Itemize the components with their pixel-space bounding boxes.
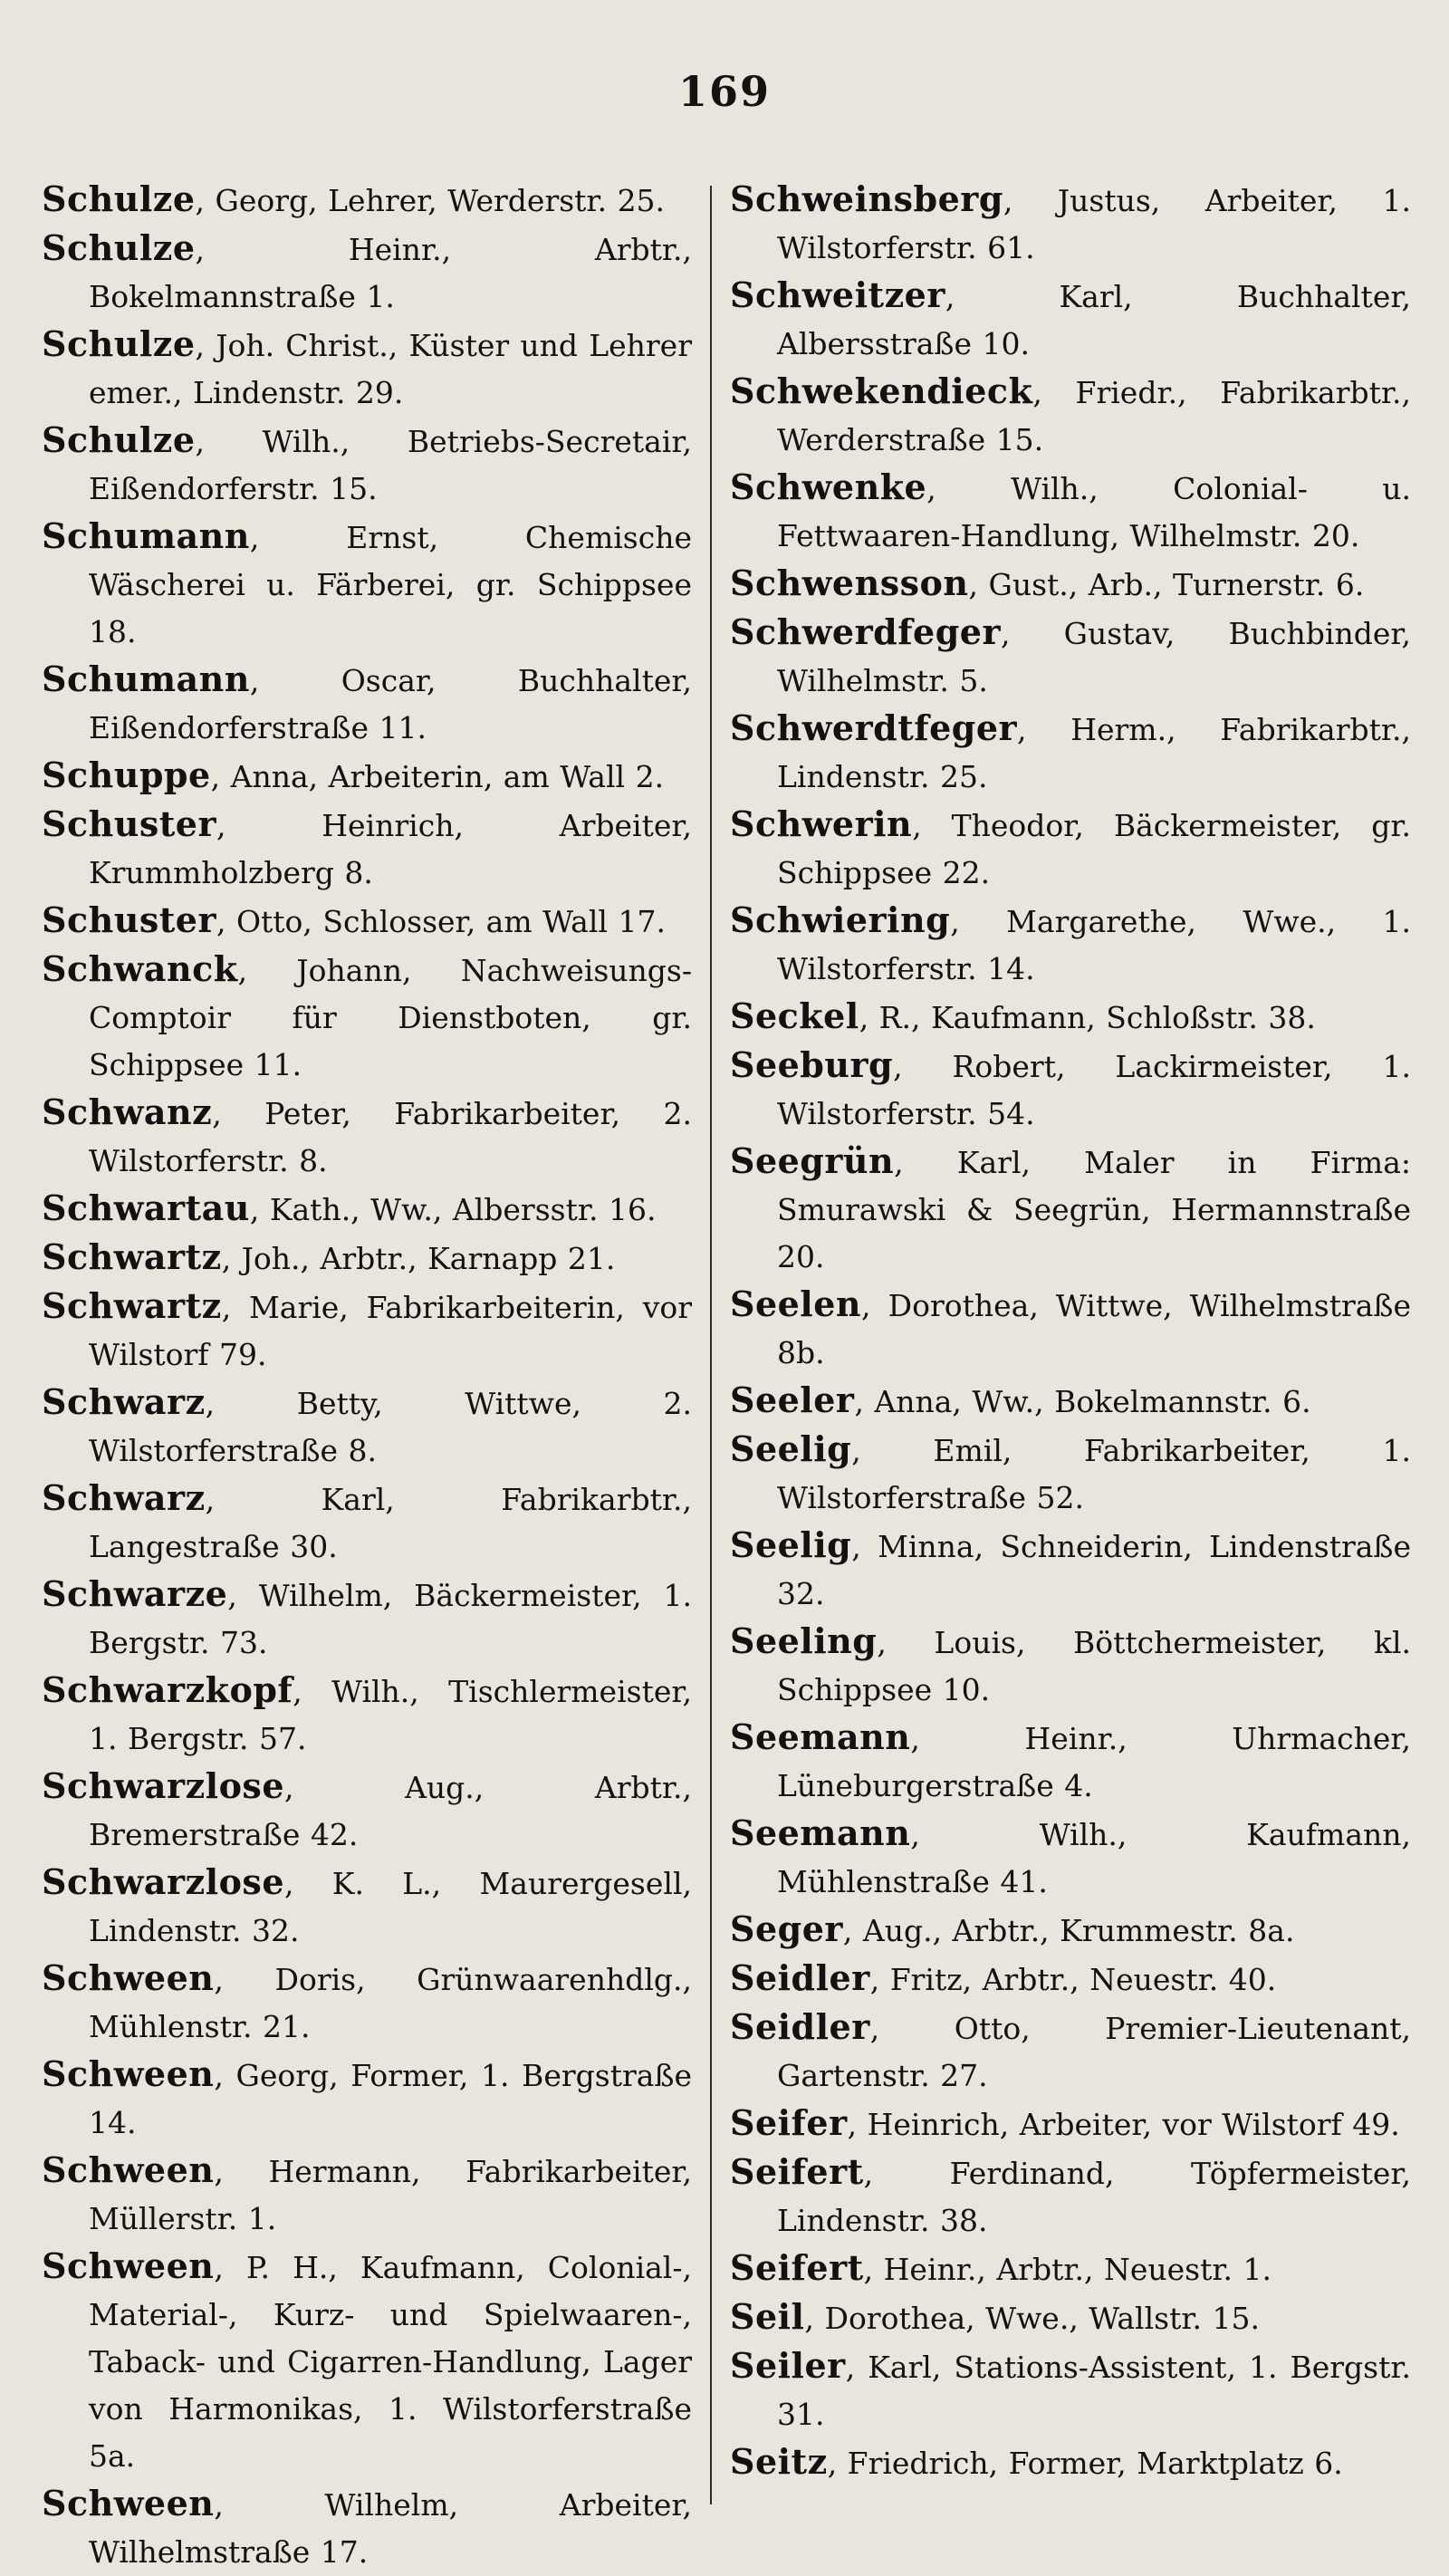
- entry-details: , Georg, Lehrer, Werderstr. 25.: [195, 183, 666, 218]
- entry-surname: Schwarz: [42, 1477, 206, 1518]
- column-divider: [710, 186, 712, 2504]
- entry-surname: Seitz: [730, 2441, 828, 2482]
- entry-surname: Seegrün: [730, 1140, 895, 1181]
- directory-entry: [730, 609, 1411, 705]
- directory-entry: [730, 1810, 1411, 1906]
- directory-entry: [730, 1714, 1411, 1810]
- entry-details: , Ernst, Chemische Wäscherei u. Färberei, gr. Schippsee 18.: [89, 520, 692, 649]
- directory-entry: [730, 1522, 1411, 1618]
- entry-surname: Schwerdtfeger: [730, 707, 1018, 748]
- directory-entry: [730, 464, 1411, 560]
- entry-surname: Schwarzlose: [42, 1861, 284, 1902]
- entry-details: , Heinrich, Arbeiter, vor Wilstorf 49.: [847, 2107, 1400, 2142]
- entry-surname: Schweitzer: [730, 274, 945, 315]
- entry-surname: Schween: [42, 2149, 215, 2190]
- entry-surname: Schwiering: [730, 899, 951, 940]
- entry-details: , Doris, Grünwaarenhdlg., Mühlenstr. 21.: [89, 1962, 692, 2044]
- entry-details: , Wilh., Colonial- u. Fettwaaren-Handlung, Wilhelmstr. 20.: [777, 471, 1411, 553]
- entry-details: , Joh. Christ., Küster und Lehrer emer., Lindenstr. 29.: [89, 328, 692, 410]
- entry-surname: Schween: [42, 2245, 215, 2286]
- entry-details: , Joh., Arbtr., Karnapp 21.: [221, 1241, 616, 1276]
- entry-surname: Schwerdfeger: [730, 611, 1001, 652]
- entry-details: , Robert, Lackirmeister, 1. Wilstorferstr. 54.: [777, 1049, 1411, 1131]
- directory-entry: [730, 2438, 1411, 2487]
- entry-surname: Schween: [42, 1957, 215, 1998]
- directory-entry: [730, 1426, 1411, 1522]
- entry-surname: Schwensson: [730, 562, 969, 603]
- entry-surname: Schween: [42, 2053, 215, 2094]
- entry-details: , Marie, Fabrikarbeiterin, vor Wilstorf 79.: [89, 1290, 692, 1372]
- entry-details: , Oscar, Buchhalter, Eißendorferstraße 11.: [89, 663, 692, 745]
- entry-surname: Seidler: [730, 1957, 870, 1998]
- directory-entry: [42, 1234, 692, 1283]
- directory-entry: [42, 1763, 692, 1859]
- entry-details: , Fritz, Arbtr., Neuestr. 40.: [869, 1962, 1277, 1997]
- directory-entry: [42, 752, 692, 801]
- entry-details: , Otto, Schlosser, am Wall 17.: [216, 904, 666, 939]
- directory-entry: [730, 1618, 1411, 1714]
- entry-surname: Schweinsberg: [730, 178, 1003, 219]
- entry-details: , Louis, Böttchermeister, kl. Schippsee 10.: [777, 1625, 1411, 1707]
- entry-details: , Kath., Ww., Albersstr. 16.: [249, 1192, 657, 1227]
- entry-surname: Seeburg: [730, 1044, 894, 1085]
- entry-surname: Seifer: [730, 2102, 848, 2143]
- entry-details: , R., Kaufmann, Schloßstr. 38.: [859, 1000, 1316, 1035]
- directory-entry: [42, 2480, 692, 2576]
- entry-details: , Emil, Fabrikarbeiter, 1. Wilstorferstraße 52.: [777, 1433, 1411, 1515]
- directory-entry: [42, 801, 692, 897]
- directory-entry: [730, 1906, 1411, 1955]
- entry-surname: Schwekendieck: [730, 370, 1033, 411]
- entry-details: , Anna, Arbeiterin, am Wall 2.: [210, 759, 665, 794]
- entry-surname: Schwartz: [42, 1236, 222, 1277]
- entry-details: , Heinrich, Arbeiter, Krummholzberg 8.: [89, 808, 692, 890]
- entry-details: , Ferdinand, Töpfermeister, Lindenstr. 38.: [777, 2156, 1411, 2238]
- directory-entry: [42, 2147, 692, 2243]
- entry-details: , Anna, Ww., Bokelmannstr. 6.: [854, 1384, 1311, 1419]
- entry-surname: Schwarze: [42, 1573, 228, 1614]
- entry-details: , Wilh., Kaufmann, Mühlenstraße 41.: [777, 1817, 1411, 1899]
- entry-surname: Schwanz: [42, 1091, 213, 1132]
- directory-entry: [42, 1283, 692, 1379]
- entry-surname: Schwanck: [42, 948, 238, 989]
- directory-entry: [730, 176, 1411, 272]
- entry-surname: Seeler: [730, 1379, 855, 1420]
- entry-surname: Schwarzkopf: [42, 1669, 293, 1710]
- entry-details: , Otto, Premier-Lieutenant, Gartenstr. 27.: [777, 2011, 1411, 2093]
- directory-entry: [730, 2148, 1411, 2244]
- directory-entry: [730, 2004, 1411, 2100]
- entry-details: , Friedrich, Former, Marktplatz 6.: [827, 2446, 1343, 2481]
- entry-details: , Karl, Buchhalter, Albersstraße 10.: [777, 279, 1411, 361]
- entry-details: , Heinr., Arbtr., Neuestr. 1.: [863, 2252, 1271, 2287]
- directory-entry: [730, 368, 1411, 464]
- directory-entry: [42, 1185, 692, 1234]
- entry-details: , Herm., Fabrikarbtr., Lindenstr. 25.: [777, 712, 1411, 794]
- directory-entry: [42, 1955, 692, 2051]
- entry-surname: Schuppe: [42, 755, 211, 795]
- entry-details: , Wilh., Tischlermeister, 1. Bergstr. 57.: [89, 1674, 692, 1756]
- directory-entry: [730, 1955, 1411, 2004]
- entry-surname: Schwartau: [42, 1187, 250, 1228]
- entry-surname: Seemann: [730, 1812, 911, 1853]
- directory-entry: [730, 1138, 1411, 1281]
- entry-details: , Wilh., Betriebs-Secretair, Eißendorferstr. 15.: [89, 424, 692, 506]
- entry-details: , Georg, Former, 1. Bergstraße 14.: [89, 2058, 692, 2140]
- entry-surname: Seelen: [730, 1283, 862, 1324]
- entry-details: , Hermann, Fabrikarbeiter, Müllerstr. 1.: [89, 2154, 692, 2236]
- entry-surname: Schulze: [42, 227, 196, 268]
- directory-entry: [730, 897, 1411, 993]
- directory-entry: [730, 2293, 1411, 2342]
- entry-details: , Aug., Arbtr., Krummestr. 8a.: [842, 1913, 1295, 1948]
- directory-entry: [42, 417, 692, 513]
- directory-entry: [730, 1281, 1411, 1377]
- entry-details: , Dorothea, Wwe., Wallstr. 15.: [804, 2301, 1260, 2336]
- entry-details: , P. H., Kaufmann, Colonial-, Material-, Kurz- und Spielwaaren-, Taback- und Cigarren-Handlung, Lager von Harmonikas, 1. Wilstorferstraße 5a.: [89, 2250, 692, 2474]
- directory-entry: [42, 225, 692, 321]
- entry-surname: Seifert: [730, 2151, 864, 2192]
- directory-entry: [730, 801, 1411, 897]
- entry-details: , Karl, Stations-Assistent, 1. Bergstr. 31.: [777, 2350, 1411, 2432]
- directory-entry: [730, 1377, 1411, 1426]
- entry-surname: Schuster: [42, 803, 216, 844]
- entry-details: , Wilhelm, Arbeiter, Wilhelmstraße 17.: [89, 2487, 692, 2570]
- entry-surname: Schwartz: [42, 1285, 222, 1326]
- directory-entry: [42, 946, 692, 1089]
- entry-surname: Schwenke: [730, 466, 927, 507]
- directory-entry: [730, 2342, 1411, 2438]
- entry-details: , Heinr., Uhrmacher, Lüneburgerstraße 4.: [777, 1721, 1411, 1803]
- directory-entry: [730, 560, 1411, 609]
- entry-surname: Seelig: [730, 1428, 852, 1469]
- entry-details: , Minna, Schneiderin, Lindenstraße 32.: [777, 1529, 1411, 1611]
- directory-entry: [730, 705, 1411, 801]
- directory-entry: [42, 2051, 692, 2147]
- entry-details: , Friedr., Fabrikarbtr., Werderstraße 15.: [777, 375, 1411, 457]
- entry-surname: Seeling: [730, 1620, 878, 1661]
- directory-entry: [42, 176, 692, 225]
- entry-surname: Seemann: [730, 1716, 911, 1757]
- directory-entry: [42, 1379, 692, 1475]
- entry-surname: Schuster: [42, 899, 216, 940]
- directory-entry: [730, 2100, 1411, 2148]
- entry-details: , Dorothea, Wittwe, Wilhelmstraße 8b.: [777, 1288, 1411, 1370]
- directory-entry: [730, 1042, 1411, 1138]
- directory-entry: [42, 1667, 692, 1763]
- entry-details: , K. L., Maurergesell, Lindenstr. 32.: [89, 1866, 692, 1948]
- entry-surname: Seidler: [730, 2006, 870, 2047]
- entry-details: , Johann, Nachweisungs-Comptoir für Dienstboten, gr. Schippsee 11.: [89, 953, 692, 1082]
- entry-details: , Gustav, Buchbinder, Wilhelmstr. 5.: [777, 616, 1411, 698]
- directory-entry: [730, 993, 1411, 1042]
- entry-surname: Seiler: [730, 2345, 846, 2386]
- entry-surname: Schulze: [42, 419, 196, 460]
- entry-surname: Seckel: [730, 995, 859, 1036]
- entry-surname: Seifert: [730, 2247, 864, 2288]
- directory-entry: [42, 897, 692, 946]
- directory-entry: [42, 2243, 692, 2480]
- directory-entry: [730, 272, 1411, 368]
- entry-details: , Karl, Maler in Firma: Smurawski & Seegrün, Hermannstraße 20.: [777, 1145, 1411, 1274]
- entry-surname: Seger: [730, 1908, 843, 1949]
- page-number: 169: [677, 67, 772, 116]
- entry-details: , Gust., Arb., Turnerstr. 6.: [968, 567, 1365, 602]
- entry-surname: Schween: [42, 2483, 215, 2523]
- entry-details: , Betty, Wittwe, 2. Wilstorferstraße 8.: [89, 1386, 692, 1468]
- entry-surname: Schwerin: [730, 803, 913, 844]
- entry-surname: Seil: [730, 2296, 805, 2337]
- entry-details: , Karl, Fabrikarbtr., Langestraße 30.: [89, 1482, 692, 1564]
- entry-surname: Schumann: [42, 515, 250, 556]
- right-column: [730, 176, 1411, 2487]
- directory-entry: [730, 2244, 1411, 2293]
- entry-details: , Peter, Fabrikarbeiter, 2. Wilstorferstr. 8.: [89, 1096, 692, 1178]
- entry-surname: Schwarz: [42, 1381, 206, 1422]
- entry-details: , Justus, Arbeiter, 1. Wilstorferstr. 61.: [777, 183, 1411, 265]
- directory-entry: [42, 1571, 692, 1667]
- directory-entry: [42, 513, 692, 656]
- entry-surname: Seelig: [730, 1524, 852, 1565]
- directory-entry: [42, 321, 692, 417]
- entry-surname: Schulze: [42, 323, 196, 364]
- entry-details: , Theodor, Bäckermeister, gr. Schippsee 22.: [777, 808, 1411, 890]
- entry-surname: Schwarzlose: [42, 1765, 284, 1806]
- left-column: [42, 176, 692, 2576]
- entry-details: , Margarethe, Wwe., 1. Wilstorferstr. 14.: [777, 904, 1411, 986]
- entry-details: , Heinr., Arbtr., Bokelmannstraße 1.: [89, 232, 692, 314]
- entry-surname: Schumann: [42, 658, 250, 699]
- directory-entry: [42, 1859, 692, 1955]
- entry-details: , Wilhelm, Bäckermeister, 1. Bergstr. 73.: [89, 1578, 692, 1660]
- entry-details: , Aug., Arbtr., Bremerstraße 42.: [89, 1770, 692, 1852]
- directory-entry: [42, 1089, 692, 1185]
- directory-entry: [42, 1475, 692, 1571]
- directory-entry: [42, 656, 692, 752]
- entry-surname: Schulze: [42, 178, 196, 219]
